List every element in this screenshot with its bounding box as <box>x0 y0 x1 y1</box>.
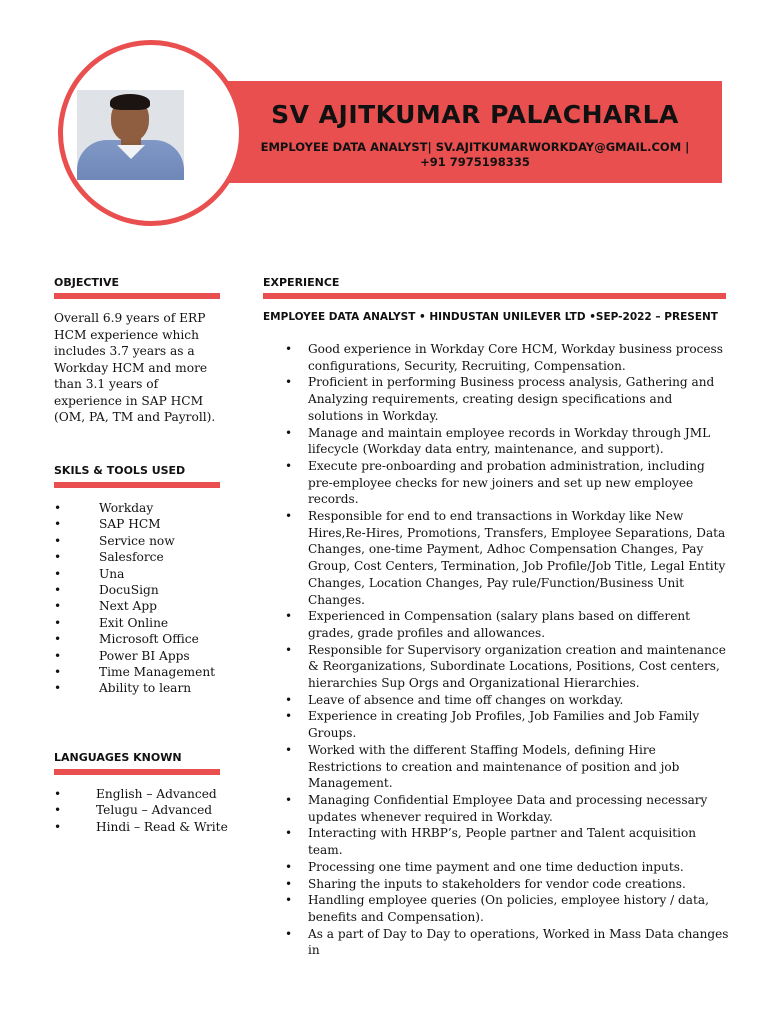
languages-rule <box>54 769 220 775</box>
list-item-text: Ability to learn <box>99 681 192 696</box>
list-item-text: Service now <box>99 533 175 548</box>
bullet-icon: • <box>54 566 62 581</box>
contact-line <box>250 140 700 170</box>
experience-item-text: Good experience in Workday Core HCM, Workday business process configurations, Security, Recruiting, Compensation. <box>308 342 723 373</box>
experience-item <box>285 708 730 741</box>
bullet-icon: • <box>54 583 62 598</box>
list-item-text: Time Management <box>99 665 216 680</box>
bullet-icon: • <box>54 632 62 647</box>
experience-item <box>285 508 730 608</box>
list-item-text: SAP HCM <box>99 517 161 532</box>
experience-item-text: Managing Confidential Employee Data and processing necessary updates whenever required in Workday. <box>308 792 708 824</box>
list-item <box>54 500 224 516</box>
bullet-icon: • <box>285 692 293 707</box>
objective-rule <box>54 293 220 299</box>
experience-item <box>285 926 730 959</box>
experience-item <box>285 642 730 692</box>
experience-item <box>285 742 730 792</box>
bullet-icon: • <box>285 342 293 356</box>
experience-rule <box>263 293 726 299</box>
list-item <box>54 582 224 598</box>
languages-heading: LANGUAGES KNOWN <box>54 751 182 764</box>
job-title: EMPLOYEE DATA ANALYST • HINDUSTAN UNILEVER LTD •SEP-2022 – PRESENT <box>263 311 718 323</box>
experience-item <box>285 458 730 508</box>
experience-item-text: Worked with the different Staffing Models, defining Hire Restrictions to creation and maintenance of position and job Management. <box>308 742 680 791</box>
list-item-text: Hindi – Read & Write <box>96 819 228 834</box>
bullet-icon: • <box>285 642 293 657</box>
objective-heading: OBJECTIVE <box>54 276 120 289</box>
candidate-name: SV AJITKUMAR PALACHARLA <box>271 100 679 129</box>
skills-heading: SKILS & TOOLS USED <box>54 464 186 477</box>
experience-item-text: Proficient in performing Business process analysis, Gathering and Analyzing requirements, creating design specifications and solutions in Workday. <box>308 375 715 423</box>
list-item-text: Workday <box>99 501 154 515</box>
list-item <box>54 819 229 835</box>
list-item <box>54 533 224 549</box>
objective-text: Overall 6.9 years of ERP HCM experience which includes 3.7 years as a Workday HCM and more than 3.1 years of experience in SAP HCM (OM, PA, TM and Payroll). <box>54 311 216 424</box>
bullet-icon: • <box>54 550 62 565</box>
experience-item <box>285 892 730 925</box>
bullet-icon: • <box>285 425 293 440</box>
list-item <box>54 566 224 582</box>
experience-heading: EXPERIENCE <box>263 276 340 289</box>
experience-item-text: Experience in creating Job Profiles, Job Families and Job Family Groups. <box>308 709 700 741</box>
bullet-icon: • <box>54 681 62 696</box>
experience-item <box>285 876 730 893</box>
experience-item <box>285 692 730 709</box>
experience-item-text: Experienced in Compensation (salary plans based on different grades, grade profiles and allowances. <box>308 609 690 640</box>
experience-item <box>285 374 730 424</box>
experience-item-text: Interacting with HRBP’s, People partner and Talent acquisition team. <box>308 826 697 858</box>
experience-item-text: Manage and maintain employee records in Workday through JML lifecycle (Workday data entry, maintenance, and support). <box>308 425 711 457</box>
experience-item-text: Sharing the inputs to stakeholders for vendor code creations. <box>308 876 686 891</box>
bullet-icon: • <box>285 375 293 390</box>
list-item <box>54 615 224 631</box>
experience-item-text: Handling employee queries (On policies, employee history / data, benefits and Compensation). <box>308 893 709 924</box>
list-item <box>54 802 229 818</box>
bullet-icon: • <box>54 819 62 834</box>
experience-item-text: Execute pre-onboarding and probation administration, including pre-employee checks for new joiners and set up new employee records. <box>308 458 705 507</box>
profile-photo <box>77 90 184 180</box>
bullet-icon: • <box>285 509 293 524</box>
bullet-icon: • <box>54 803 62 818</box>
list-item-text: Telugu – Advanced <box>96 803 213 818</box>
phone-number: +91 7975198335 <box>420 155 530 169</box>
bullet-icon: • <box>285 893 293 908</box>
skills-rule <box>54 482 220 488</box>
experience-item-text: Processing one time payment and one time deduction inputs. <box>308 859 684 874</box>
list-item <box>54 648 224 664</box>
languages-list <box>54 786 229 835</box>
experience-item <box>285 859 730 876</box>
list-item <box>54 598 224 614</box>
experience-item <box>285 792 730 825</box>
list-item <box>54 516 224 532</box>
title-and-email: EMPLOYEE DATA ANALYST| SV.AJITKUMARWORKDAY@GMAIL.COM | <box>260 140 690 154</box>
list-item-text: Next App <box>99 599 157 614</box>
bullet-icon: • <box>285 826 293 841</box>
list-item <box>54 549 224 565</box>
bullet-icon: • <box>54 787 62 801</box>
bullet-icon: • <box>285 609 293 624</box>
bullet-icon: • <box>54 648 62 663</box>
experience-item <box>285 341 730 374</box>
bullet-icon: • <box>54 615 62 630</box>
list-item-text: Salesforce <box>99 550 164 565</box>
experience-item <box>285 825 730 858</box>
list-item <box>54 680 224 696</box>
bullet-icon: • <box>285 876 293 891</box>
experience-item-text: Responsible for end to end transactions in Workday like New Hires,Re-Hires, Promotions, Transfers, Employee Separations, Data Changes, one-time Payment, Adhoc Compensation Changes, Pay Group, Cost Centers, Termination, Job Profile/Job Title, Legal Entity Changes, Location Changes, Pay rule/Function/Business Unit Changes. <box>308 509 726 607</box>
skills-list <box>54 500 224 697</box>
list-item-text: Una <box>99 566 125 581</box>
experience-item-text: Responsible for Supervisory organization creation and maintenance & Reorganizations, Subordinate Locations, Positions, Cost centers, hierarchies Sup Orgs and Organizational Hierarchies. <box>308 642 726 691</box>
bullet-icon: • <box>54 533 62 548</box>
bullet-icon: • <box>285 926 293 941</box>
bullet-icon: • <box>285 709 293 724</box>
experience-list <box>285 341 730 959</box>
experience-item <box>285 608 730 641</box>
list-item <box>54 631 224 647</box>
bullet-icon: • <box>54 501 62 515</box>
bullet-icon: • <box>285 792 293 807</box>
list-item-text: English – Advanced <box>96 787 217 801</box>
bullet-icon: • <box>285 458 293 473</box>
bullet-icon: • <box>285 859 293 874</box>
list-item <box>54 786 229 802</box>
list-item-text: Power BI Apps <box>99 648 190 663</box>
bullet-icon: • <box>285 742 293 757</box>
bullet-icon: • <box>54 599 62 614</box>
bullet-icon: • <box>54 517 62 532</box>
list-item <box>54 664 224 680</box>
list-item-text: DocuSign <box>99 583 159 598</box>
list-item-text: Microsoft Office <box>99 632 199 647</box>
bullet-icon: • <box>54 665 62 680</box>
list-item-text: Exit Online <box>99 615 169 630</box>
experience-item-text: As a part of Day to Day to operations, Worked in Mass Data changes in <box>308 926 729 958</box>
experience-item <box>285 425 730 458</box>
experience-item-text: Leave of absence and time off changes on workday. <box>308 692 624 707</box>
